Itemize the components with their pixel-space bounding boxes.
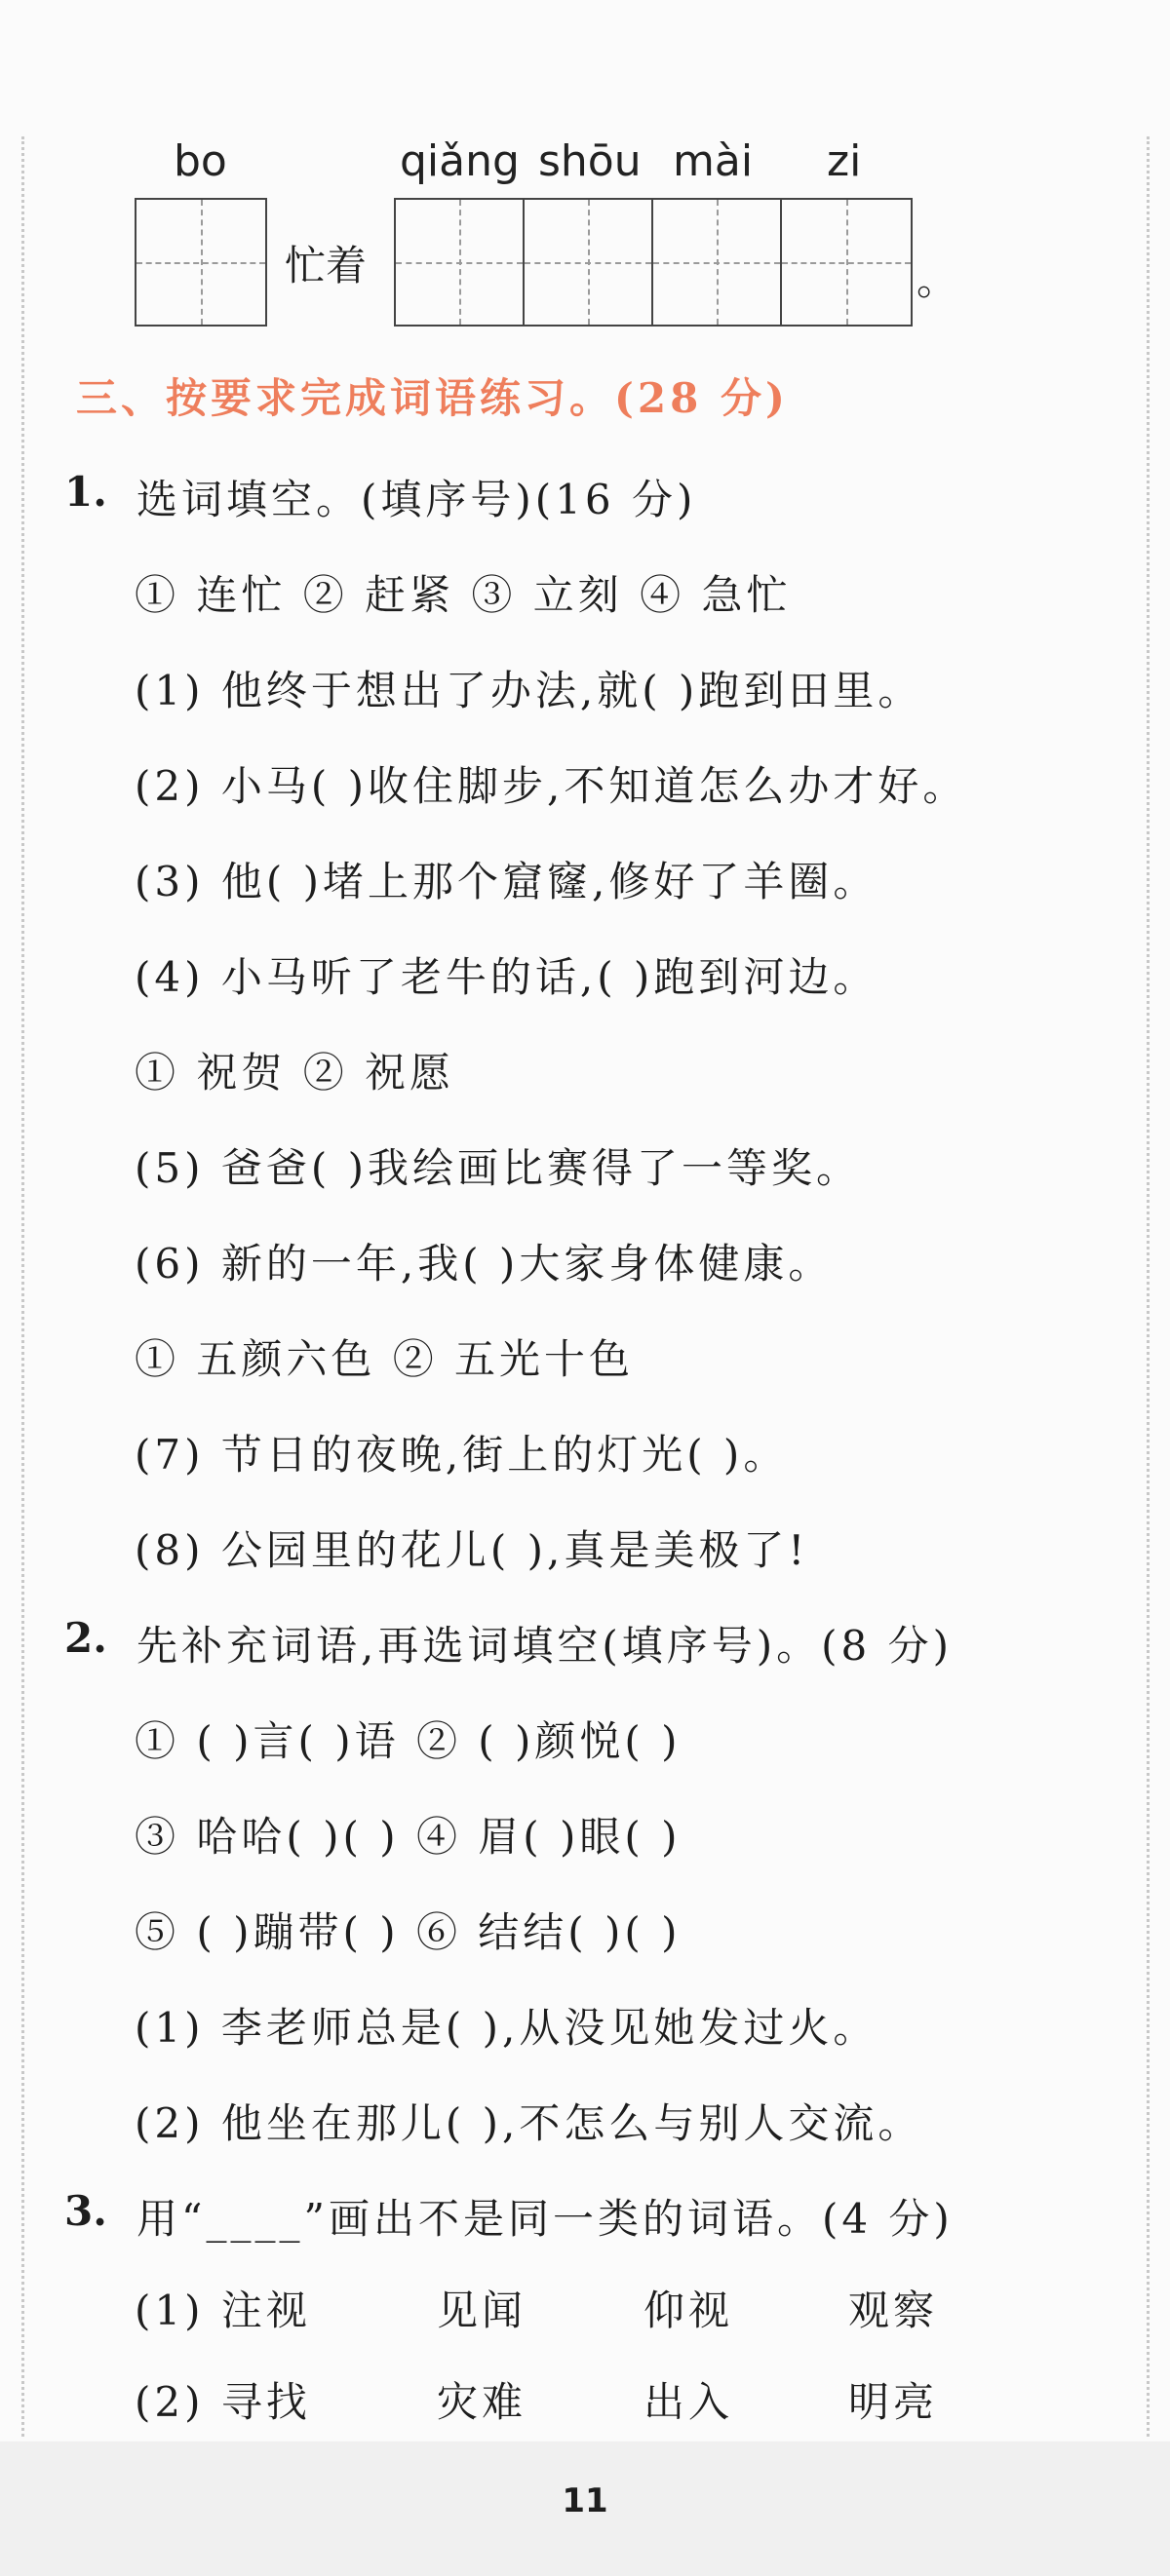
- writing-grid-four[interactable]: [394, 198, 913, 327]
- q3-row-1-word-3[interactable]: 仰视: [644, 2287, 734, 2334]
- q2-sentence-1[interactable]: (1) 李老师总是( ),从没见她发过火。: [135, 2004, 878, 2052]
- q1-sentence-6[interactable]: (6) 新的一年,我( )大家身体健康。: [135, 1240, 834, 1288]
- left-margin-line: [21, 136, 24, 2437]
- question-2-stem: 先补充词语,再选词填空(填序号)。(8 分): [136, 1622, 953, 1670]
- q2-idiom-row-1[interactable]: ① ( )言( )语 ② ( )颜悦( ): [135, 1717, 682, 1765]
- q2-idiom-row-2[interactable]: ③ 哈哈( )( ) ④ 眉( )眼( ): [135, 1813, 682, 1861]
- grid-cell[interactable]: [396, 200, 525, 325]
- right-margin-line: [1147, 136, 1150, 2437]
- question-1-number: 1.: [64, 468, 107, 516]
- pinyin-zi: zi: [827, 136, 862, 186]
- q2-idiom-row-3[interactable]: ⑤ ( )蹦带( ) ⑥ 结结( )( ): [135, 1908, 682, 1956]
- question-3-stem: 用“____”画出不是同一类的词语。(4 分): [136, 2195, 954, 2243]
- grid-cell[interactable]: [525, 200, 653, 325]
- grid-cell[interactable]: [653, 200, 782, 325]
- grid-cell[interactable]: [782, 200, 911, 325]
- q1-sentence-4[interactable]: (4) 小马听了老牛的话,( )跑到河边。: [135, 953, 878, 1001]
- q1-sentence-1[interactable]: (1) 他终于想出了办法,就( )跑到田里。: [135, 667, 923, 714]
- q3-row-2-word-4[interactable]: 明亮: [848, 2378, 939, 2426]
- pinyin-bo: bo: [174, 136, 227, 186]
- q1-sentence-7[interactable]: (7) 节日的夜晚,街上的灯光( )。: [135, 1431, 789, 1479]
- q1-sentence-8[interactable]: (8) 公园里的花儿( ),真是美极了!: [135, 1526, 809, 1574]
- q1-group1-options: ① 连忙 ② 赶紧 ③ 立刻 ④ 急忙: [135, 571, 792, 619]
- pinyin-shou: shōu: [538, 136, 642, 186]
- page-number: 11: [562, 2481, 608, 2520]
- q2-sentence-2[interactable]: (2) 他坐在那儿( ),不怎么与别人交流。: [135, 2099, 923, 2147]
- q1-sentence-2[interactable]: (2) 小马( )收住脚步,不知道怎么办才好。: [135, 762, 968, 810]
- pinyin-mai: mài: [673, 136, 754, 186]
- busy-label: 忙着: [285, 242, 368, 289]
- q1-sentence-5[interactable]: (5) 爸爸( )我绘画比赛得了一等奖。: [135, 1144, 861, 1192]
- writing-grid-single[interactable]: [135, 198, 267, 327]
- q3-row-1-word-2[interactable]: 见闻: [437, 2287, 527, 2334]
- q3-row-1-word-1[interactable]: (1) 注视: [135, 2287, 311, 2334]
- sentence-period: 。: [916, 256, 958, 304]
- q3-row-2-word-1[interactable]: (2) 寻找: [135, 2378, 311, 2426]
- q3-row-2-word-3[interactable]: 出入: [644, 2378, 734, 2426]
- question-1-stem: 选词填空。(填序号)(16 分): [136, 476, 697, 523]
- question-2-number: 2.: [64, 1614, 107, 1662]
- pinyin-qiang: qiǎng: [400, 136, 520, 186]
- section-title: 三、按要求完成词语练习。(28 分): [76, 374, 789, 422]
- q1-group2-options: ① 祝贺 ② 祝愿: [135, 1049, 455, 1096]
- q1-group3-options: ① 五颜六色 ② 五光十色: [135, 1335, 635, 1383]
- q3-row-1-word-4[interactable]: 观察: [848, 2287, 939, 2334]
- q3-row-2-word-2[interactable]: 灾难: [437, 2378, 527, 2426]
- question-3-number: 3.: [64, 2187, 107, 2235]
- q1-sentence-3[interactable]: (3) 他( )堵上那个窟窿,修好了羊圈。: [135, 858, 878, 905]
- grid-cell[interactable]: [136, 200, 265, 325]
